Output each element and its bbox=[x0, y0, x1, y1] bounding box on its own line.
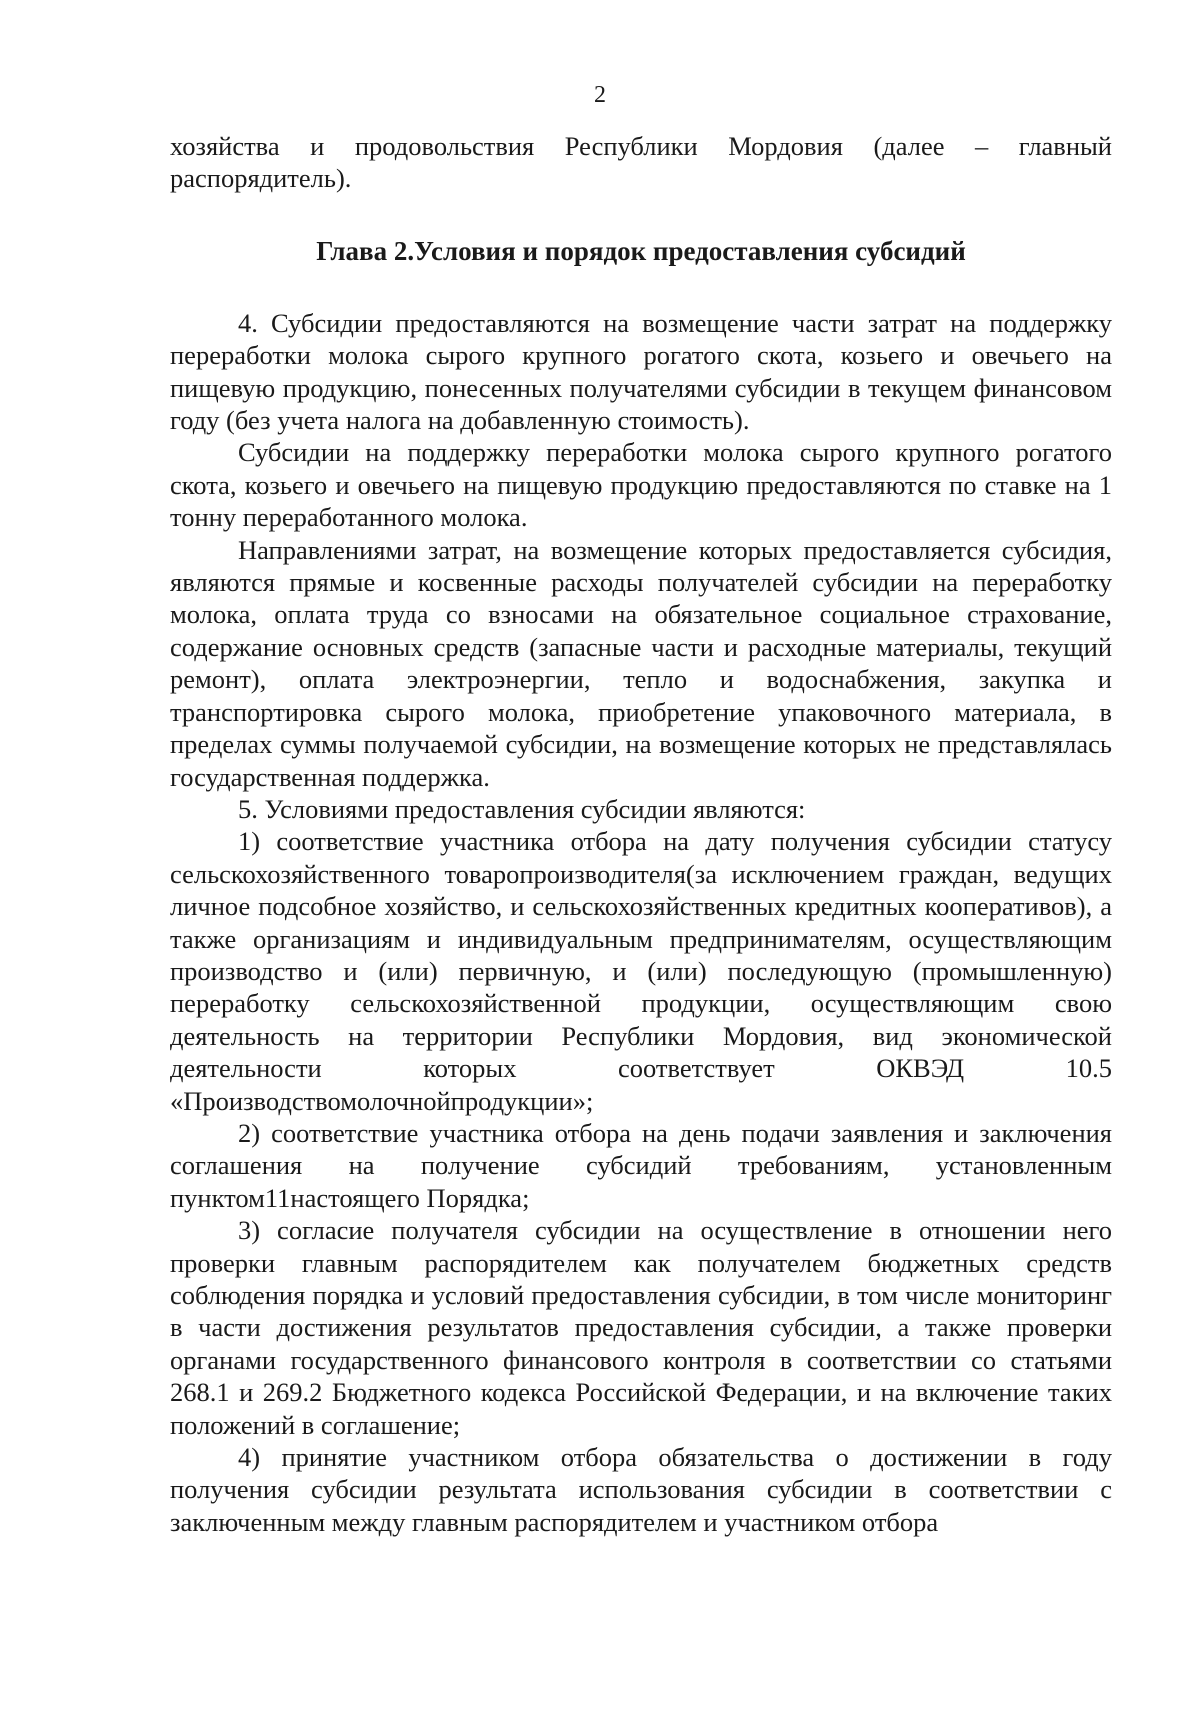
paragraph-cost-directions: Направлениями затрат, на возмещение которых предоставляется субсидия, являются прямые и косвенные расходы получателей субсидии на переработку молока, оплата труда со взносами на обязательное социальное страхование, содержание основных средств (запасные части и расходные материалы, текущий ремонт), оплата электроэнергии, тепло и водоснабжения, закупка и транспортировка сырого молока, приобретение упаковочного материала, в пределах суммы получаемой субсидии, на возмещение которых не представлялась государственная поддержка. bbox=[170, 534, 1112, 792]
chapter-heading: Глава 2.Условия и порядок предоставления субсидий bbox=[316, 235, 966, 266]
condition-1: 1) соответствие участника отбора на дату получения субсидии статусу сельскохозяйственного товаропроизводителя(за исключением граждан, ведущих личное подсобное хозяйство, и сельскохозяйственных кредитных кооперативов), а также организациям и индивидуальным предпринимателям, осуществляющим производство и (или) первичную, и (или) последующую (промышленную) переработку сельскохозяйственной продукции, осуществляющим свою деятельность на территории Республики Мордовия, вид экономической деятельности которых соответствует ОКВЭД 10.5 «Производствомолочнойпродукции»; bbox=[170, 826, 1112, 1116]
condition-4: 4) принятие участником отбора обязательства о достижении в году получения субсидии результата использования субсидии в соответствии с заключенным между главным распорядителем и участником отбора bbox=[170, 1442, 1112, 1537]
paragraph-continuation: хозяйства и продовольствия Республики Мордовия (далее – главный распорядитель). bbox=[170, 131, 1112, 194]
paragraph-item-4: 4. Субсидии предоставляются на возмещение части затрат на поддержку переработки молока сырого крупного рогатого скота, козьего и овечьего на пищевую продукцию, понесенных получателями субсидии в текущем финансовом году (без учета налога на добавленную стоимость). bbox=[170, 307, 1112, 436]
paragraph-subsidy-rate: Субсидии на поддержку переработки молока сырого крупного рогатого скота, козьего и овечьего на пищевую продукцию предоставляются по ставке на 1 тонну переработанного молока. bbox=[170, 437, 1112, 533]
page-number: 2 bbox=[594, 82, 606, 108]
paragraph-item-5: 5. Условиями предоставления субсидии являются: bbox=[238, 793, 806, 824]
condition-2: 2) соответствие участника отбора на день подачи заявления и заключения соглашения на получение субсидий требованиям, установленным пунктом11настоящего Порядка; bbox=[170, 1117, 1112, 1213]
condition-3: 3) согласие получателя субсидии на осуществление в отношении него проверки главным распорядителем как получателем бюджетных средств соблюдения порядка и условий предоставления субсидии, в том числе мониторинг в части достижения результатов предоставления субсидии, а также проверки органами государственного финансового контроля в соответствии со статьями 268.1 и 269.2 Бюджетного кодекса Российской Федерации, и на включение таких положений в соглашение; bbox=[170, 1215, 1112, 1440]
document-body bbox=[170, 130, 1112, 1538]
